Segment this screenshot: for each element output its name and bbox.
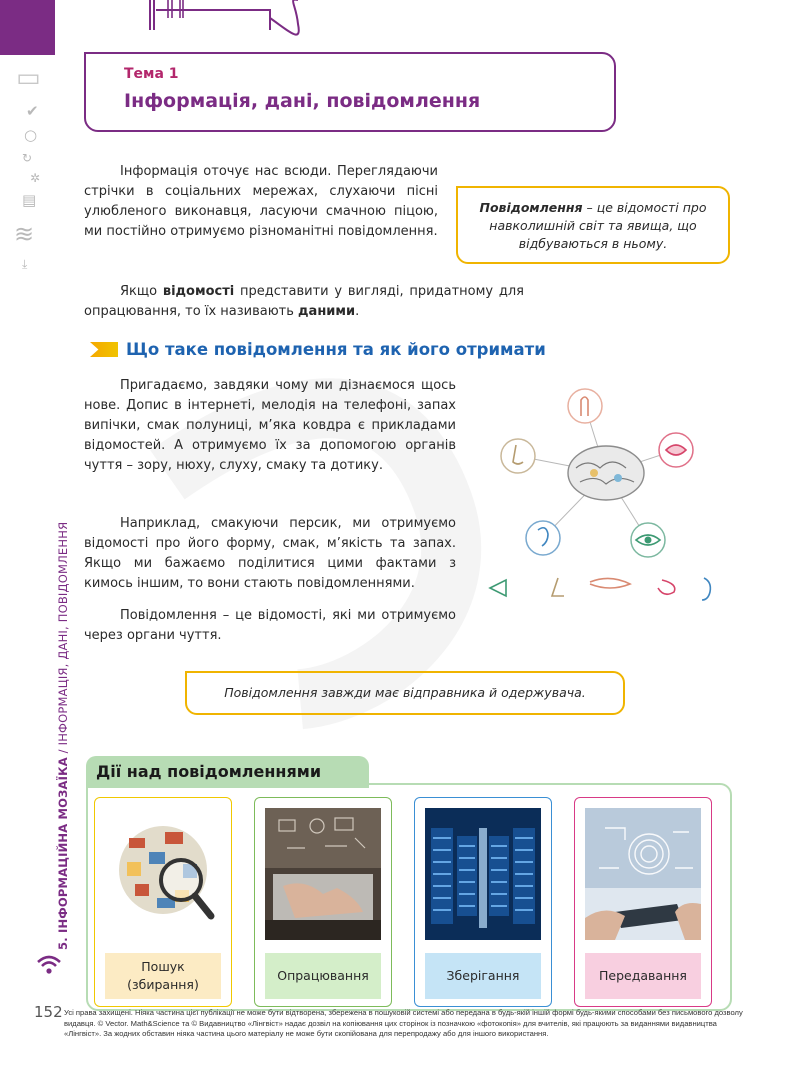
laptop-typing-image — [265, 808, 381, 940]
card-search-label: Пошук (збирання) — [105, 953, 221, 999]
intro-paragraph-2 — [84, 282, 524, 322]
gear-icon: ✲ — [30, 171, 41, 185]
section-paragraph-1-text: Пригадаємо, завдяки чому ми дізнаємося щось нове. Допис в інтернеті, мелодія на телефоні, запах випічки, смак полуниці, м’яка ковдра є прикладами відомостей. А отримуємо їх за допомогою органів чуття – зору, нюху, слуху, смаку та дотику. — [84, 378, 456, 473]
corner-tab — [0, 0, 55, 55]
intro-paragraph-1-text: Інформація оточує нас всюди. Переглядаючи стрічки в соціальних мережах, слухаючи пісні улюбленого виконавця, ласуючи смачною піцою, ми постійно отримуємо різноманітні повідомлення. — [84, 164, 438, 239]
section-heading-text: Що таке повідомлення та як його отримати — [126, 340, 546, 359]
finger-icon — [568, 389, 602, 423]
callout-text: – це відомості про навколишній світ та явища, що відбуваються в ньому. — [489, 200, 707, 251]
globe-magnifier-image — [105, 808, 221, 940]
top-decoration-graphic — [120, 0, 330, 54]
copyright-footer: Усі права захищені. Ніяка частина цієї публікації не може бути відтворена, збережена в пошуковій системі або передана в будь-якій іншій формі будь-якими способами без письмового дозволу видавця. © Vector. Math&Science та © Видавництво «Лінгвіст» надає дозвіл на копіювання цих сторінок із позначкою «фотокопія» для вчителів, які працюють за виданнями видавництва «Лінгвіст». За жодних обставин ніяка частина цього матеріалу не може бути скопійована для перепродажу або для іншого використання. — [64, 1008, 743, 1038]
definition-callout — [456, 186, 730, 264]
p2-text-c: . — [355, 304, 360, 319]
section-paragraph-2 — [84, 514, 456, 594]
vertical-chapter-title — [56, 522, 70, 950]
term-dani: даними — [298, 304, 356, 319]
senses-illustration — [478, 378, 738, 618]
wifi-side-icon: ≋ — [14, 220, 35, 248]
topic-name: / ІНФОРМАЦІЯ, ДАНІ, ПОВІДОМЛЕННЯ — [56, 521, 70, 758]
page-number: 152 — [34, 1003, 63, 1021]
ear-icon — [526, 521, 560, 555]
file-icon: ▤ — [22, 191, 37, 209]
topic-title: Інформація, дані, повідомлення — [124, 90, 481, 112]
section-paragraph-3-text: Повідомлення – це відомості, які ми отримуємо через органи чуття. — [84, 608, 456, 643]
section-paragraph-2-text: Наприклад, смакуючи персик, ми отримуємо відомості про його форму, смак, м’якість та запах. Якщо ми бажаємо поділитися цими фактами з кимось іншим, то вони стають повідомленнями. — [84, 516, 456, 591]
heading-marker-icon — [90, 342, 118, 357]
nose-icon — [501, 439, 535, 473]
card-transfer-label: Передавання — [585, 953, 701, 999]
eye-icon — [631, 523, 665, 557]
lightbulb-icon: ○ — [24, 126, 38, 144]
p2-text-b: представити у вигляді, придатному для опрацювання, то їх називають — [84, 284, 525, 319]
refresh-icon: ↻ — [22, 151, 33, 165]
check-icon: ✔ — [26, 102, 39, 120]
card-processing — [254, 797, 392, 1007]
actions-title: Дії над повідомленнями — [86, 756, 369, 788]
p2-text-a: Якщо — [120, 284, 163, 299]
section-paragraph-1 — [84, 376, 456, 476]
server-room-image — [425, 808, 541, 940]
brain-icon — [568, 446, 644, 500]
card-search — [94, 797, 232, 1007]
mouth-icon — [659, 433, 693, 467]
document-icon: ▭ — [16, 63, 41, 93]
note-box: Повідомлення завжди має відправника й одержувача. — [185, 671, 625, 715]
term-vidomosti: відомості — [162, 284, 235, 299]
section-paragraph-3 — [84, 606, 456, 646]
card-processing-label: Опрацювання — [265, 953, 381, 999]
chapter-name: 5. ІНФОРМАЦІЙНА МОЗАЇКА — [56, 757, 70, 950]
download-icon: ⤓ — [22, 257, 28, 271]
topic-label: Тема 1 — [124, 66, 179, 82]
fingerprint-tablet-image — [585, 808, 701, 940]
senses-row-icons — [490, 578, 710, 600]
intro-paragraph-1 — [84, 162, 438, 242]
callout-term: Повідомлення — [479, 200, 583, 215]
card-storage — [414, 797, 552, 1007]
card-storage-label: Зберігання — [425, 953, 541, 999]
section-heading — [90, 340, 546, 359]
card-transfer — [574, 797, 712, 1007]
wifi-icon — [36, 953, 62, 983]
